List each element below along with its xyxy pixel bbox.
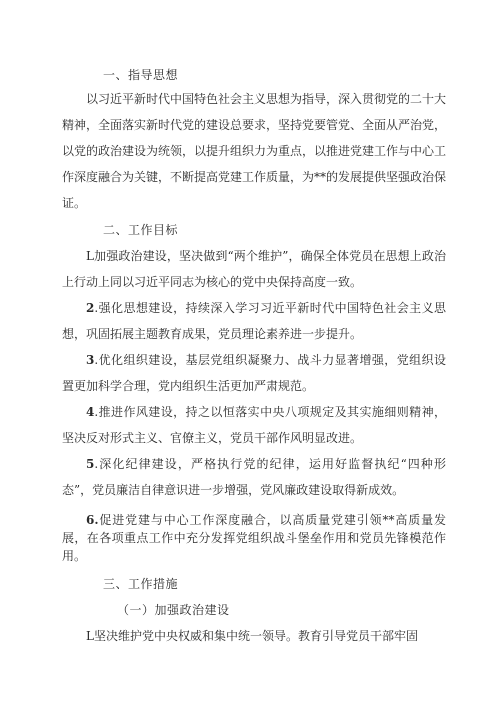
goal-5-text: .深化纪律建设，严格执行党的纪律，运用好监督执纪“四种形态”，党员廉洁自律意识进一步增强，党风廉政建设取得新成效。 xyxy=(62,457,446,497)
section-1-title: 一、指导思想 xyxy=(103,68,179,82)
measure-1-paragraph: L坚决维护党中央权威和集中统一领导。教育引导党员干部牢固 xyxy=(86,629,418,643)
goal-6-text: 促进党建与中心工作深度融合，以高质量党建引领**高质量发展，在各项重点工作中充分发挥党组织战斗堡垒作用和党员先锋模范作用。 xyxy=(62,513,446,563)
section-2-title: 二、工作目标 xyxy=(103,223,179,237)
goal-5-paragraph xyxy=(62,451,446,503)
section-3-subtitle-1: （一）加强政治建设 xyxy=(117,603,230,617)
goal-1-paragraph: L加强政治建设，坚决做到“两个维护”，确保全体党员在思想上政治上行动上同以习近平同志为核心的党中央保持高度一致。 xyxy=(62,249,446,289)
section-1-body: 以习近平新时代中国特色社会主义思想为指导，深入贯彻党的二十大精神，全面落实新时代党的建设总要求，坚持党要管党、全面从严治党，以党的政治建设为统领，以提升组织力为重点，以推进党建工作与中心工作深度融合为关键，不断提高党建工作质量，为**的发展提供坚强政治保证。 xyxy=(62,92,447,210)
goal-6-number: 6. xyxy=(86,513,99,527)
goal-2-paragraph xyxy=(62,295,446,347)
goal-2-number: 2 xyxy=(86,301,95,315)
goal-4-number: 4 xyxy=(86,405,95,419)
section-3-title: 三、工作措施 xyxy=(103,577,179,591)
goal-3-paragraph xyxy=(62,347,446,399)
goal-6-paragraph xyxy=(62,511,446,565)
goal-3-number: 3 xyxy=(86,353,95,367)
goal-3-text: .优化组织建设，基层党组织凝聚力、战斗力显著增强，党组织设置更加科学合理，党内组织生活更加严肃规范。 xyxy=(62,353,446,393)
goal-2-text: .强化思想建设，持续深入学习习近平新时代中国特色社会主义思想，巩固拓展主题教育成果，党员理论素养进一步提升。 xyxy=(62,301,446,341)
goal-4-text: .推进作风建设，持之以恒落实中央八项规定及其实施细则精神，坚决反对形式主义、官僚主义，党员干部作风明显改进。 xyxy=(62,405,446,445)
goal-4-paragraph xyxy=(62,399,446,451)
goal-5-number: 5 xyxy=(86,457,95,471)
